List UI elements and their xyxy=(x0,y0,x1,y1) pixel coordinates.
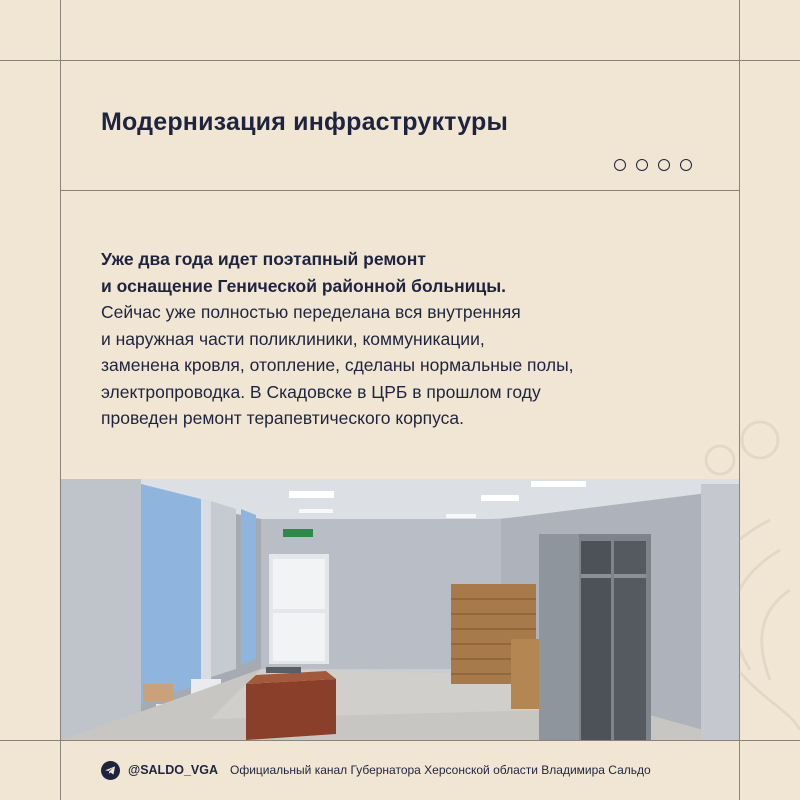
article-text xyxy=(101,246,721,432)
body-line: проведен ремонт терапевтического корпуса. xyxy=(101,408,465,428)
pager-dot[interactable] xyxy=(614,159,626,171)
channel-handle-link[interactable]: @SALDO_VGA xyxy=(128,763,218,777)
body-line: электропроводка. В Скадовске в ЦРБ в прошлом году xyxy=(101,381,541,402)
pager-dot[interactable] xyxy=(680,159,692,171)
body-line: и наружная части поликлиники, коммуникации, xyxy=(101,328,485,349)
pager-dot[interactable] xyxy=(636,159,648,171)
footer xyxy=(101,760,651,780)
grid-line-top xyxy=(0,60,800,61)
hospital-interior-photo xyxy=(61,479,739,740)
pager-dot[interactable] xyxy=(658,159,670,171)
telegram-icon[interactable] xyxy=(101,761,120,780)
grid-line-footer xyxy=(0,740,800,741)
pager-dots xyxy=(614,159,692,171)
lead-line: Уже два года идет поэтапный ремонт xyxy=(101,249,426,269)
body-line: Сейчас уже полностью переделана вся внутренняя xyxy=(101,302,521,322)
page-title: Модернизация инфраструктуры xyxy=(101,108,509,136)
footer-caption: Официальный канал Губернатора Херсонской области Владимира Сальдо xyxy=(229,763,651,777)
lead-line: и оснащение Генической районной больницы. xyxy=(101,275,507,296)
grid-line-header xyxy=(60,190,740,191)
body-line: заменена кровля, отопление, сделаны нормальные полы, xyxy=(101,355,574,375)
